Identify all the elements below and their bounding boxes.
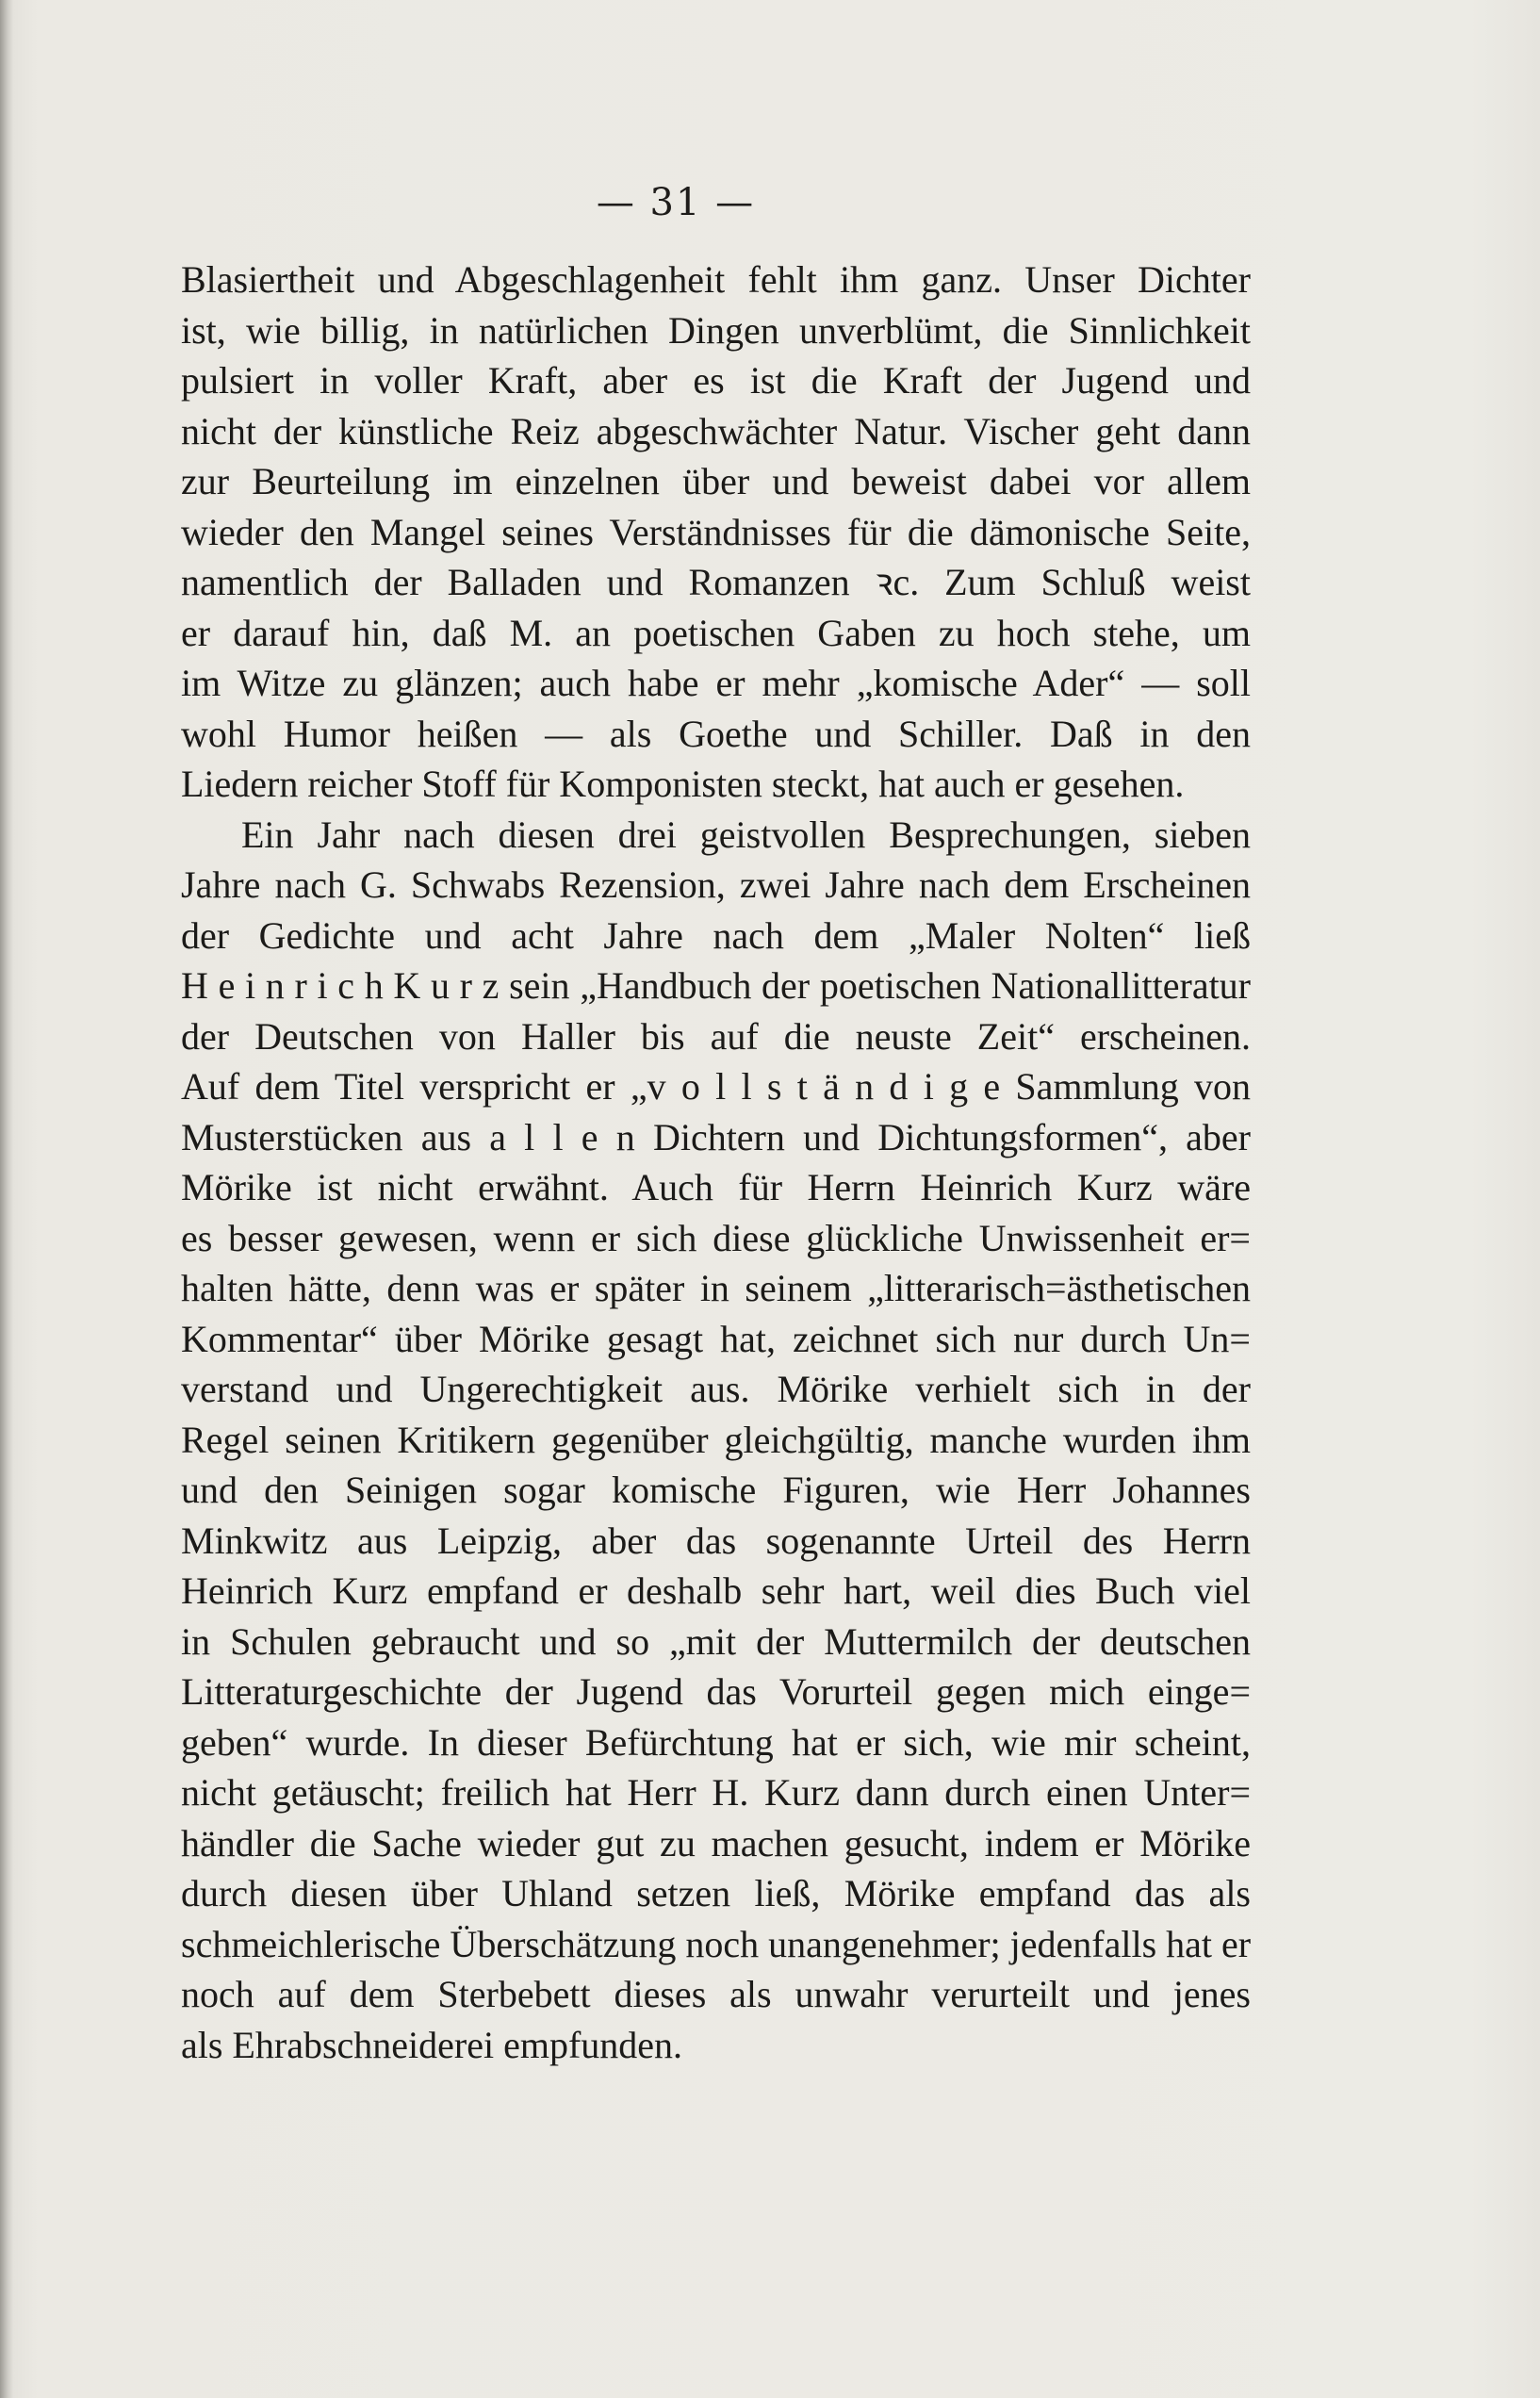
text-line: durch diesen über Uhland setzen ließ, Mörike empfand das als [181,1872,1251,1914]
text-line: ist, wie billig, in natürlichen Dingen unverblümt, die Sinnlichkeit [181,308,1251,352]
body-text [181,255,1251,2070]
text-line: Auf dem Titel verspricht er „v o l l s t ä n d i g e Sammlung von [181,1065,1251,1108]
text-line: pulsiert in voller Kraft, aber es ist die Kraft der Jugend und [181,359,1251,402]
text-line: Regel seinen Kritikern gegenüber gleichgültig, manche wurden ihm [181,1418,1251,1461]
text-line: nicht der künstliche Reiz abgeschwächter Natur. Vischer geht dann [181,409,1251,452]
text-line: H e i n r i c h K u r z sein „Handbuch der poetischen Nationallitteratur [181,964,1251,1007]
text-line: Heinrich Kurz empfand er deshalb sehr hart, weil dies Buch viel [181,1569,1251,1612]
text-line: Liedern reicher Stoff für Komponisten steckt, hat auch er gesehen. [181,763,1185,805]
text-line: verstand und Ungerechtigkeit aus. Mörike verhielt sich in der [181,1368,1251,1410]
text-line: händler die Sache wieder gut zu machen gesucht, indem er Mörike [181,1821,1251,1864]
text-line: er darauf hin, daß M. an poetischen Gaben zu hoch stehe, um [181,611,1251,654]
text-line: Litteraturgeschichte der Jugend das Vorurteil gegen mich einge= [181,1670,1251,1713]
text-line: Mörike ist nicht erwähnt. Auch für Herrn Heinrich Kurz wäre [181,1166,1251,1208]
text-line: der Deutschen von Haller bis auf die neuste Zeit“ erscheinen. [181,1014,1251,1058]
page-number: — 31 — [596,181,756,224]
text-line: Blasiertheit und Abgeschlagenheit fehlt ihm ganz. Unser Dichter [181,258,1251,301]
text-line: zur Beurteilung im einzelnen über und beweist dabei vor allem [181,460,1251,502]
text-line: Kommentar“ über Mörike gesagt hat, zeichnet sich nur durch Un= [181,1317,1251,1360]
text-line: nicht getäuscht; freilich hat Herr H. Kurz dann durch einen Unter= [181,1771,1251,1814]
text-line: Jahre nach G. Schwabs Rezension, zwei Jahre nach dem Erscheinen [181,863,1251,906]
text-line: im Witze zu glänzen; auch habe er mehr „komische Ader“ — soll [181,662,1251,704]
text-line: halten hätte, denn was er später in seinem „litterarisch=ästhetischen [181,1267,1251,1309]
spine-shadow [0,0,13,2398]
text-line: und den Seinigen sogar komische Figuren, wie Herr Johannes [181,1469,1251,1511]
text-line: geben“ wurde. In dieser Befürchtung hat er sich, wie mir scheint, [181,1720,1251,1764]
text-line: namentlich der Balladen und Romanzen ꝛc. Zum Schluß weist [181,561,1251,603]
text-line: Ein Jahr nach diesen drei geistvollen Besprechungen, sieben [241,813,1251,856]
text-line: Minkwitz aus Leipzig, aber das sogenannte Urteil des Herrn [181,1519,1251,1562]
text-line: schmeichlerische Überschätzung noch unangenehmer; jedenfalls hat er [181,1922,1251,1965]
text-line: in Schulen gebraucht und so „mit der Muttermilch der deutschen [181,1619,1251,1663]
text-line: Musterstücken aus a l l e n Dichtern und Dichtungsformen“, aber [181,1115,1251,1158]
text-line: der Gedichte und acht Jahre nach dem „Maler Nolten“ ließ [181,913,1251,957]
text-line: wohl Humor heißen — als Goethe und Schiller. Daß in den [181,712,1251,755]
text-line: wieder den Mangel seines Verständnisses für die dämonische Seite, [181,510,1251,553]
text-line: als Ehrabschneiderei empfunden. [181,2023,683,2066]
text-line: noch auf dem Sterbebett dieses als unwahr verurteilt und jenes [181,1973,1251,2015]
text-line: es besser gewesen, wenn er sich diese glückliche Unwissenheit er= [181,1216,1251,1259]
